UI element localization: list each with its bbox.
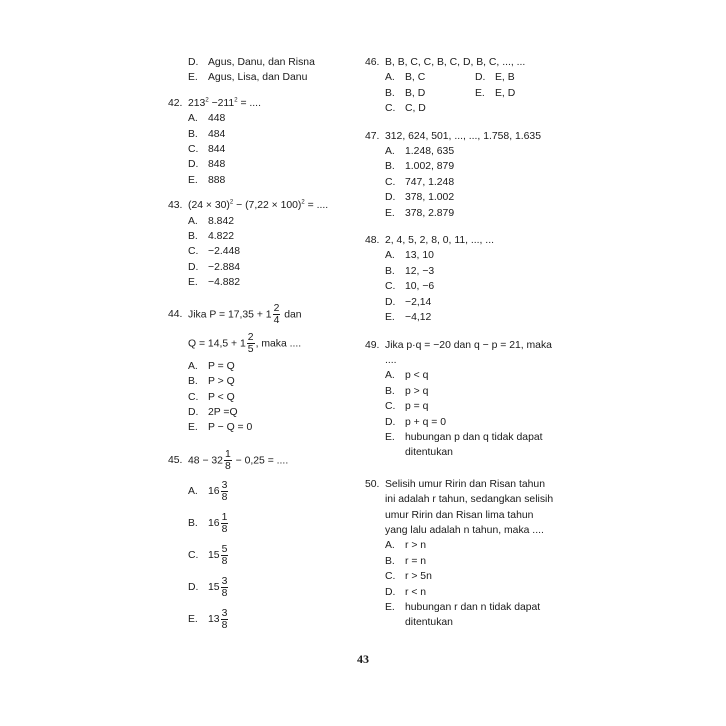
fraction: $\frac{3}{8}$	[221, 576, 228, 600]
option-text: Agus, Danu, dan Risna	[208, 57, 315, 68]
question-48	[365, 233, 565, 325]
option-e-cont: ditentukan	[405, 447, 453, 459]
option-e: E. 888	[188, 174, 226, 186]
option-b: B. r = n	[385, 555, 427, 567]
right-column	[365, 55, 565, 631]
option-e: E. hubungan r dan n tidak dapat	[385, 602, 541, 613]
question-number: 44.	[168, 308, 183, 320]
option-row	[365, 70, 565, 85]
option-row	[365, 101, 565, 116]
question-number: 45.	[168, 455, 183, 467]
option-b: B. P > Q	[188, 376, 235, 388]
option-c: C. 15 $\frac{5}{8}$	[188, 544, 228, 568]
option-c: C. −2.448	[188, 246, 241, 258]
question-text: $(24 \times 30)^2 - (7,22 \times 100)^2$ = ....	[188, 199, 329, 212]
option-e: E. 13 $\frac{3}{8}$	[188, 608, 228, 632]
question-50	[365, 477, 565, 631]
question-text: 312, 624, 501, ..., ..., 1.758, 1.635	[385, 130, 541, 142]
fraction: $\frac{3}{8}$	[221, 480, 228, 504]
option-e: E. hubungan p dan q tidak dapat	[385, 431, 543, 443]
option-d: D. −2.884	[188, 261, 241, 273]
question-text: 2, 4, 5, 2, 8, 0, 11, ..., ...	[385, 235, 494, 247]
option-b: B. 16 $\frac{1}{8}$	[188, 512, 228, 536]
fraction: $\frac{2}{4}$	[273, 303, 280, 327]
option-b: B. B, D	[385, 87, 426, 99]
option-d: D. E, B	[475, 72, 515, 84]
question-number: 46.	[365, 57, 380, 68]
question-number: 49.	[365, 339, 380, 351]
question-47	[365, 129, 565, 221]
question-number: 43.	[168, 200, 183, 212]
question-text-cont: umur Ririn dan Risan lima tahun	[385, 509, 534, 521]
option-b: B. 12, −3	[385, 265, 435, 277]
option-a: A. 1.248, 635	[385, 146, 455, 158]
option-e: E. 378, 2.879	[385, 207, 455, 219]
option-c: C. P < Q	[188, 391, 235, 403]
option-a: A. 448	[188, 113, 226, 125]
question-text-cont: ini adalah r tahun, sedangkan selisih	[385, 494, 554, 506]
question-text: B, B, C, C, B, C, D, B, C, ..., ...	[385, 57, 526, 68]
question-44	[168, 301, 343, 436]
fraction: $\frac{2}{5}$	[247, 332, 254, 356]
option-c: C. r > 5n	[385, 571, 432, 583]
fraction: $\frac{3}{8}$	[221, 608, 228, 632]
question-text-cont: yang lalu adalah n tahun, maka ....	[385, 524, 544, 536]
question-text-cont: ....	[385, 354, 397, 366]
question-text: 48 − 32 $\frac{1}{8}$ − 0,25 = ....	[188, 449, 289, 473]
option-d: D. 2P =Q	[188, 406, 238, 418]
question-49	[365, 338, 565, 461]
option-e	[168, 70, 343, 85]
option-c: C. C, D	[385, 103, 426, 115]
option-e: E. P − Q = 0	[188, 422, 253, 434]
option-b: B. 4.822	[188, 231, 235, 243]
fraction: $\frac{1}{8}$	[221, 512, 228, 536]
option-e: E. E, D	[475, 87, 516, 99]
option-letter: E.	[188, 72, 198, 84]
option-a: A. p < q	[385, 370, 429, 382]
fraction: $\frac{5}{8}$	[221, 544, 228, 568]
option-a: A. r > n	[385, 540, 427, 552]
question-text: Selisih umur Ririn dan Risan tahun	[385, 478, 545, 490]
question-number: 47.	[365, 130, 380, 142]
option-letter: D.	[188, 57, 199, 68]
option-row	[365, 86, 565, 101]
option-b: B. 1.002, 879	[385, 161, 455, 173]
fraction: $\frac{1}{8}$	[224, 449, 231, 473]
question-text-cont: Q = 14,5 + 1 $\frac{2}{5}$ , maka ....	[188, 332, 302, 356]
option-d: D. 15 $\frac{3}{8}$	[188, 576, 228, 600]
page-number: 43	[357, 652, 369, 666]
question-number: 48.	[365, 235, 380, 247]
question-42	[168, 96, 343, 188]
option-b: B. 484	[188, 128, 226, 140]
option-c: C. 844	[188, 144, 226, 156]
option-e: E. −4.882	[188, 277, 241, 289]
option-a: A. 8.842	[188, 215, 235, 227]
question-text: Jika P = 17,35 + 1 $\frac{2}{4}$ dan	[188, 303, 302, 327]
option-c: C. 10, −6	[385, 281, 435, 293]
option-text: Agus, Lisa, dan Danu	[208, 72, 308, 84]
option-d: D. 378, 1.002	[385, 192, 455, 204]
question-46	[365, 55, 565, 117]
option-c: C. 747, 1.248	[385, 176, 455, 188]
question-43	[168, 198, 343, 290]
option-c: C. p = q	[385, 401, 429, 413]
option-a: A. 16 $\frac{3}{8}$	[188, 480, 228, 504]
option-d: D. 848	[188, 159, 226, 171]
question-number: 50.	[365, 478, 380, 490]
option-e-cont: ditentukan	[405, 617, 453, 629]
option-a: A. 13, 10	[385, 250, 434, 262]
option-d: D. r < n	[385, 586, 427, 598]
option-d	[168, 55, 343, 70]
option-b: B. p > q	[385, 385, 429, 397]
question-number: 42.	[168, 97, 183, 109]
question-text: Jika p·q = −20 dan q − p = 21, maka	[385, 339, 552, 351]
option-d: D. −2,14	[385, 296, 432, 308]
left-column	[168, 55, 343, 636]
option-d: D. p + q = 0	[385, 416, 447, 428]
question-text: $213^2 -211^2$ = ....	[188, 97, 261, 109]
question-41-tail	[168, 55, 343, 86]
option-a: A. P = Q	[188, 360, 235, 372]
option-a: A. B, C	[385, 72, 426, 84]
question-45	[168, 446, 343, 636]
option-e: E. −4,12	[385, 312, 432, 324]
